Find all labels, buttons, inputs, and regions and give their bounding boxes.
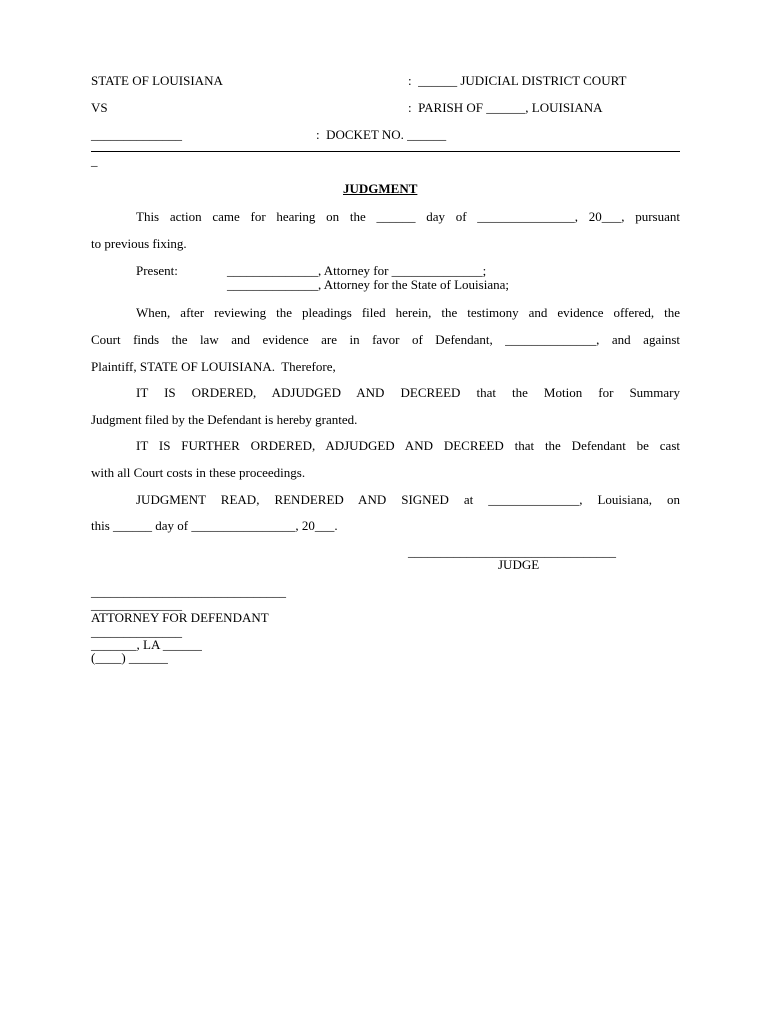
signed-line-1: JUDGMENT READ, RENDERED AND SIGNED at ______________, Louisiana, on (136, 492, 680, 507)
attorney-name-line: ______________ (91, 597, 182, 612)
caption-divider (91, 151, 680, 152)
judge-label: JUDGE (498, 557, 540, 572)
hearing-line-2: to previous fixing. (91, 236, 187, 251)
attorney-phone-line: (____) ______ (91, 650, 168, 665)
caption-vs: VS (91, 100, 108, 115)
findings-line-3: Plaintiff, STATE OF LOUISIANA. Therefore, (91, 359, 336, 374)
further-ordered-line-2: with all Court costs in these proceedings. (91, 465, 306, 480)
caption-docket-number: : DOCKET NO. ______ (316, 127, 447, 142)
judge-signature-line: ________________________________ (408, 544, 616, 559)
present-attorney-for: ______________, Attorney for ______________; (227, 263, 487, 278)
further-ordered-line-1: IT IS FURTHER ORDERED, ADJUDGED AND DECREED that the Defendant be cast (136, 438, 680, 453)
ordered-line-1: IT IS ORDERED, ADJUDGED AND DECREED that the Motion for Summary (136, 385, 680, 400)
attorney-signature-line: ______________________________ (91, 584, 286, 599)
present-label: Present: (136, 263, 178, 278)
caption-divider-tail: _ (91, 153, 98, 168)
attorney-address-line: ______________ (91, 624, 182, 639)
attorney-city-line: _______, LA ______ (91, 637, 202, 652)
caption-defendant-blank: ______________ (91, 127, 182, 142)
signed-line-2: this ______ day of ________________, 20___. (91, 518, 338, 533)
findings-line-1: When, after reviewing the pleadings filed herein, the testimony and evidence offered, the (136, 305, 680, 320)
hearing-line-1: This action came for hearing on the ______ day of _______________, 20___, pursuant (136, 209, 680, 224)
ordered-line-2: Judgment filed by the Defendant is hereby granted. (91, 412, 358, 427)
caption-court: : ______ JUDICIAL DISTRICT COURT (408, 73, 627, 88)
present-attorney-state: ______________, Attorney for the State of Louisiana; (227, 277, 509, 292)
attorney-title: ATTORNEY FOR DEFENDANT (91, 610, 269, 625)
findings-line-2: Court finds the law and evidence are in favor of Defendant, ______________, and against (91, 332, 680, 347)
document-title: JUDGMENT (343, 181, 418, 196)
caption-parish: : PARISH OF ______, LOUISIANA (408, 100, 603, 115)
caption-state-of-louisiana: STATE OF LOUISIANA (91, 73, 223, 88)
